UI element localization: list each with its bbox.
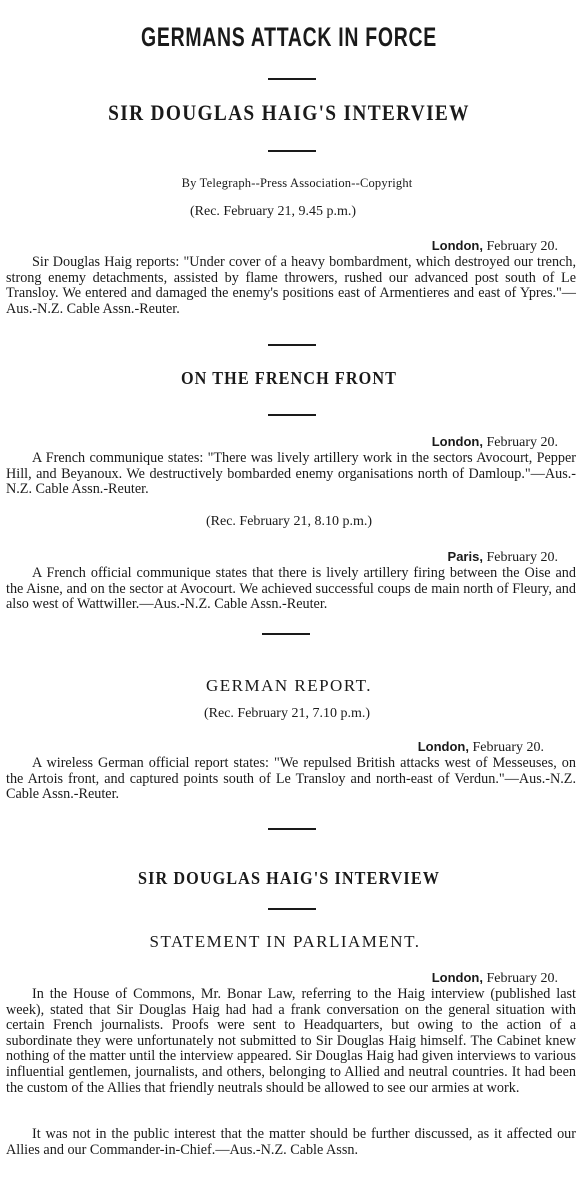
divider-rule xyxy=(268,828,316,830)
dateline-date: February 20. xyxy=(486,239,558,254)
byline: By Telegraph--Press Association--Copyright xyxy=(181,176,413,190)
article-body: It was not in the public interest that the matter should be further discussed, as it affected our Allies and our Commander-in-Chief.—Aus.-N.Z. Cable Assn. xyxy=(6,1126,576,1158)
section-heading-haig-interview: SIR DOUGLAS HAIG'S INTERVIEW xyxy=(137,868,440,888)
divider-rule xyxy=(262,633,310,635)
article-body: A wireless German official report states: "We repulsed British attacks west of Messeuses, on the Artois front, and captured points south of Le Transloy and north-east of Verdun."—Aus.-N.Z. Cable Assn.-Reuter. xyxy=(6,755,576,803)
section-heading-german-report: GERMAN REPORT. xyxy=(205,676,373,695)
dateline-date: February 20. xyxy=(486,550,558,565)
dateline-place: London, xyxy=(431,434,483,449)
dateline xyxy=(432,238,558,255)
article-body: Sir Douglas Haig reports: "Under cover of a heavy bombardment, which destroyed our trench, strong enemy detachments, assisted by flame throwers, rushed our advanced post south of Le Transloy. We entered and damaged the enemy's positions east of Armentieres and east of Ypres."—Aus.-N.Z. Cable Assn.-Reuter. xyxy=(6,254,576,317)
dateline-place: Paris, xyxy=(447,549,483,564)
section-heading-french-front: ON THE FRENCH FRONT xyxy=(180,368,397,388)
sub-headline: SIR DOUGLAS HAIG'S INTERVIEW xyxy=(108,100,470,125)
article-body: A French communique states: "There was lively artillery work in the sectors Avocourt, Pepper Hill, and Beyanoux. We destructively bombarded enemy organisations north of Damloup."—Aus.-N.Z. Cable Assn.-Reuter. xyxy=(6,450,576,498)
received-time: (Rec. February 21, 7.10 p.m.) xyxy=(203,706,371,721)
section-subheading-parliament: STATEMENT IN PARLIAMENT. xyxy=(149,932,421,951)
dateline-date: February 20. xyxy=(486,435,558,450)
dateline-date: February 20. xyxy=(486,971,558,986)
received-time: (Rec. February 21, 8.10 p.m.) xyxy=(205,514,373,529)
divider-rule xyxy=(268,78,316,80)
divider-rule xyxy=(268,414,316,416)
dateline xyxy=(432,434,558,451)
dateline xyxy=(432,970,558,987)
divider-rule xyxy=(268,150,316,152)
divider-rule xyxy=(268,344,316,346)
article-body: In the House of Commons, Mr. Bonar Law, referring to the Haig interview (published last week), stated that Sir Douglas Haig had had a frank conversation on the general situation with certain French journalists. Proofs were sent to Headquarters, but owing to the action of a subordinate they were unfortunately not submitted to Sir Douglas Haig himself. The Cabinet knew nothing of the matter until the interview appeared. Sir Douglas Haig had given interviews to various influential gentlemen, journalists, and others, belonging to Allied and neutral countries. It had been the custom of the Allies that friendly neutrals should be allowed to see our armies at work. xyxy=(6,986,576,1096)
dateline-place: London, xyxy=(417,739,469,754)
dateline-place: London, xyxy=(431,970,483,985)
dateline-date: February 20. xyxy=(472,740,544,755)
main-headline: GERMANS ATTACK IN FORCE xyxy=(141,22,437,52)
divider-rule xyxy=(268,908,316,910)
received-time: (Rec. February 21, 9.45 p.m.) xyxy=(189,204,357,219)
dateline xyxy=(418,739,544,756)
article-body: A French official communique states that there is lively artillery firing between the Oise and the Aisne, and on the sector at Avocourt. We achieved successful coups de main north of Fleury, and also west of Wattwiller.—Aus.-N.Z. Cable Assn.-Reuter. xyxy=(6,565,576,613)
dateline-place: London, xyxy=(431,238,483,253)
dateline xyxy=(448,549,558,566)
